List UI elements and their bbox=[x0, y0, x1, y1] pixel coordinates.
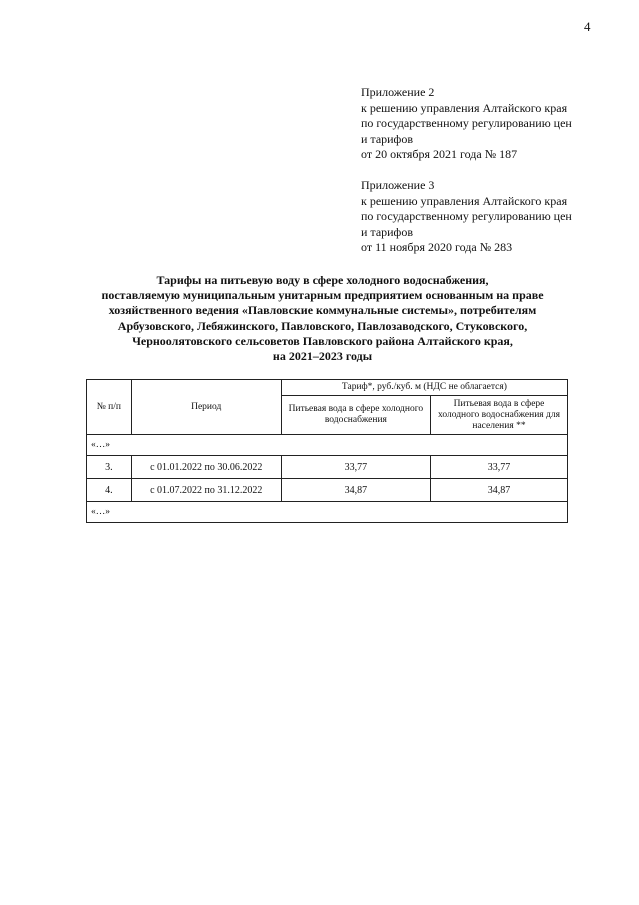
appendix-3-line: по государственному регулированию цен bbox=[361, 209, 572, 223]
table-ellipsis-row bbox=[87, 502, 568, 523]
appendix-2-line: от 20 октября 2021 года № 187 bbox=[361, 147, 518, 161]
title-line: Черноолятовского сельсоветов Павловского района Алтайского края, bbox=[132, 333, 513, 348]
header-drinking-water: Питьевая вода в сфере холодного водоснабжения bbox=[281, 396, 430, 435]
appendix-3-note bbox=[361, 178, 572, 256]
table-header-row bbox=[87, 380, 568, 396]
appendix-3-line: Приложение 3 bbox=[361, 178, 435, 192]
appendix-3-line: к решению управления Алтайского края bbox=[361, 193, 568, 208]
row-num: 3. bbox=[87, 456, 132, 479]
header-num: № п/п bbox=[87, 380, 132, 435]
row-tariff-population: 34,87 bbox=[430, 479, 567, 502]
table-row bbox=[87, 479, 568, 502]
appendix-2-line: и тарифов bbox=[361, 131, 414, 146]
table-ellipsis-row bbox=[87, 435, 568, 456]
page-number: 4 bbox=[584, 19, 591, 34]
title-line: на 2021–2023 годы bbox=[272, 349, 373, 364]
title-line: Тарифы на питьевую воду в сфере холодного водоснабжения, bbox=[156, 273, 489, 287]
appendix-2-note bbox=[361, 85, 572, 163]
ellipsis-bottom: «…» bbox=[87, 502, 568, 523]
table-row bbox=[87, 456, 568, 479]
row-tariff-population: 33,77 bbox=[430, 456, 567, 479]
title-line: поставляемую муниципальным унитарным предприятием основанным на праве bbox=[101, 288, 544, 303]
row-tariff: 33,77 bbox=[281, 456, 430, 479]
tariff-table bbox=[86, 379, 568, 523]
document-title bbox=[80, 273, 565, 364]
header-tariff: Тариф*, руб./куб. м (НДС не облагается) bbox=[281, 380, 567, 396]
appendix-2-line: по государственному регулированию цен bbox=[361, 116, 572, 130]
title-line: хозяйственного ведения «Павловские коммунальные системы», потребителям bbox=[108, 303, 537, 318]
appendix-3-line: от 11 ноября 2020 года № 283 bbox=[361, 240, 513, 254]
appendix-2-line: к решению управления Алтайского края bbox=[361, 100, 568, 115]
appendix-3-line: и тарифов bbox=[361, 224, 414, 239]
ellipsis-top: «…» bbox=[87, 435, 568, 456]
appendix-2-line: Приложение 2 bbox=[361, 85, 435, 99]
title-line: Арбузовского, Лебяжинского, Павловского, Павлозаводского, Стуковского, bbox=[117, 318, 528, 333]
row-tariff: 34,87 bbox=[281, 479, 430, 502]
row-period: с 01.07.2022 по 31.12.2022 bbox=[131, 479, 281, 502]
header-drinking-water-population: Питьевая вода в сфере холодного водоснабжения для населения ** bbox=[430, 396, 567, 435]
header-period: Период bbox=[131, 380, 281, 435]
row-num: 4. bbox=[87, 479, 132, 502]
row-period: с 01.01.2022 по 30.06.2022 bbox=[131, 456, 281, 479]
